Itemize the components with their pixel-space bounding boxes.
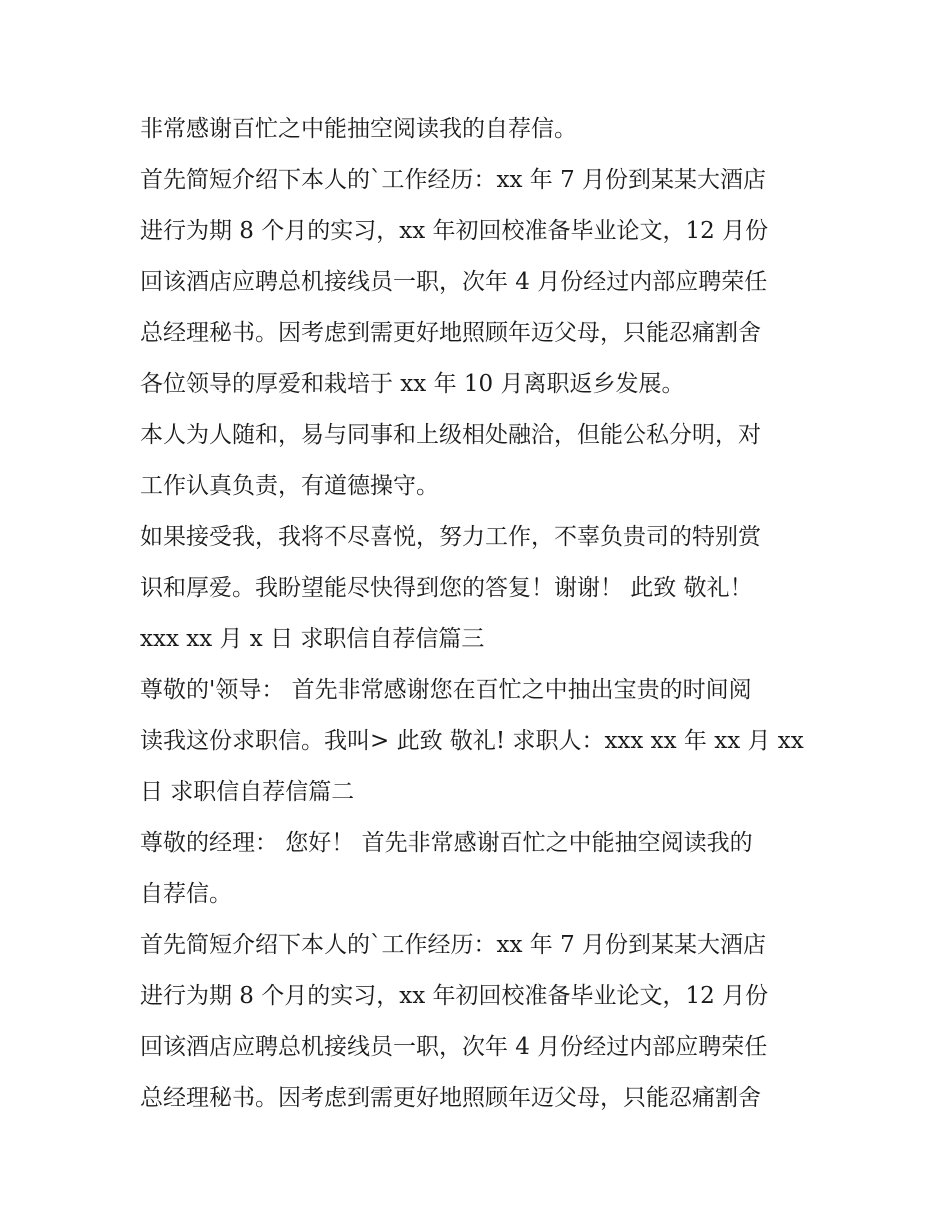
text-line: 回该酒店应聘总机接线员一职，次年 4 月份经过内部应聘荣任 bbox=[140, 269, 768, 295]
text-line: 回该酒店应聘总机接线员一职，次年 4 月份经过内部应聘荣任 bbox=[140, 1034, 768, 1060]
text-line: 进行为期 8 个月的实习，xx 年初回校准备毕业论文，12 月份 bbox=[140, 218, 769, 244]
text-line: 各位领导的厚爱和栽培于 xx 年 10 月离职返乡发展。 bbox=[140, 371, 685, 397]
text-line: 进行为期 8 个月的实习，xx 年初回校准备毕业论文，12 月份 bbox=[140, 983, 769, 1009]
text-line: 工作认真负责，有道德操守。 bbox=[140, 473, 439, 499]
text-line: 本人为人随和，易与同事和上级相处融洽，但能公私分明，对 bbox=[140, 422, 761, 448]
text-line: 非常感谢百忙之中能抽空阅读我的自荐信。 bbox=[140, 116, 577, 142]
text-line: 尊敬的经理： 您好！ 首先非常感谢百忙之中能抽空阅读我的 bbox=[140, 830, 753, 856]
text-line: 总经理秘书。因考虑到需更好地照顾年迈父母，只能忍痛割舍 bbox=[140, 1085, 761, 1111]
text-line: 日 求职信自荐信篇二 bbox=[140, 779, 355, 805]
text-line: 如果接受我，我将不尽喜悦，努力工作，不辜负贵司的特别赏 bbox=[140, 524, 761, 550]
document-body bbox=[140, 104, 830, 1124]
text-line: 读我这份求职信。我叫> 此致 敬礼! 求职人：xxx xx 年 xx 月 xx bbox=[140, 728, 804, 754]
text-line: 首先简短介绍下本人的`工作经历：xx 年 7 月份到某某大酒店 bbox=[140, 167, 767, 193]
text-line: 尊敬的'领导： 首先非常感谢您在百忙之中抽出宝贵的时间阅 bbox=[140, 677, 752, 703]
text-line: 首先简短介绍下本人的`工作经历：xx 年 7 月份到某某大酒店 bbox=[140, 932, 767, 958]
text-line: 总经理秘书。因考虑到需更好地照顾年迈父母，只能忍痛割舍 bbox=[140, 320, 761, 346]
text-line: 自荐信。 bbox=[140, 881, 232, 907]
text-line: 识和厚爱。我盼望能尽快得到您的答复！谢谢！ 此致 敬礼！ bbox=[140, 575, 753, 601]
text-line: xxx xx 月 x 日 求职信自荐信篇三 bbox=[140, 626, 485, 652]
